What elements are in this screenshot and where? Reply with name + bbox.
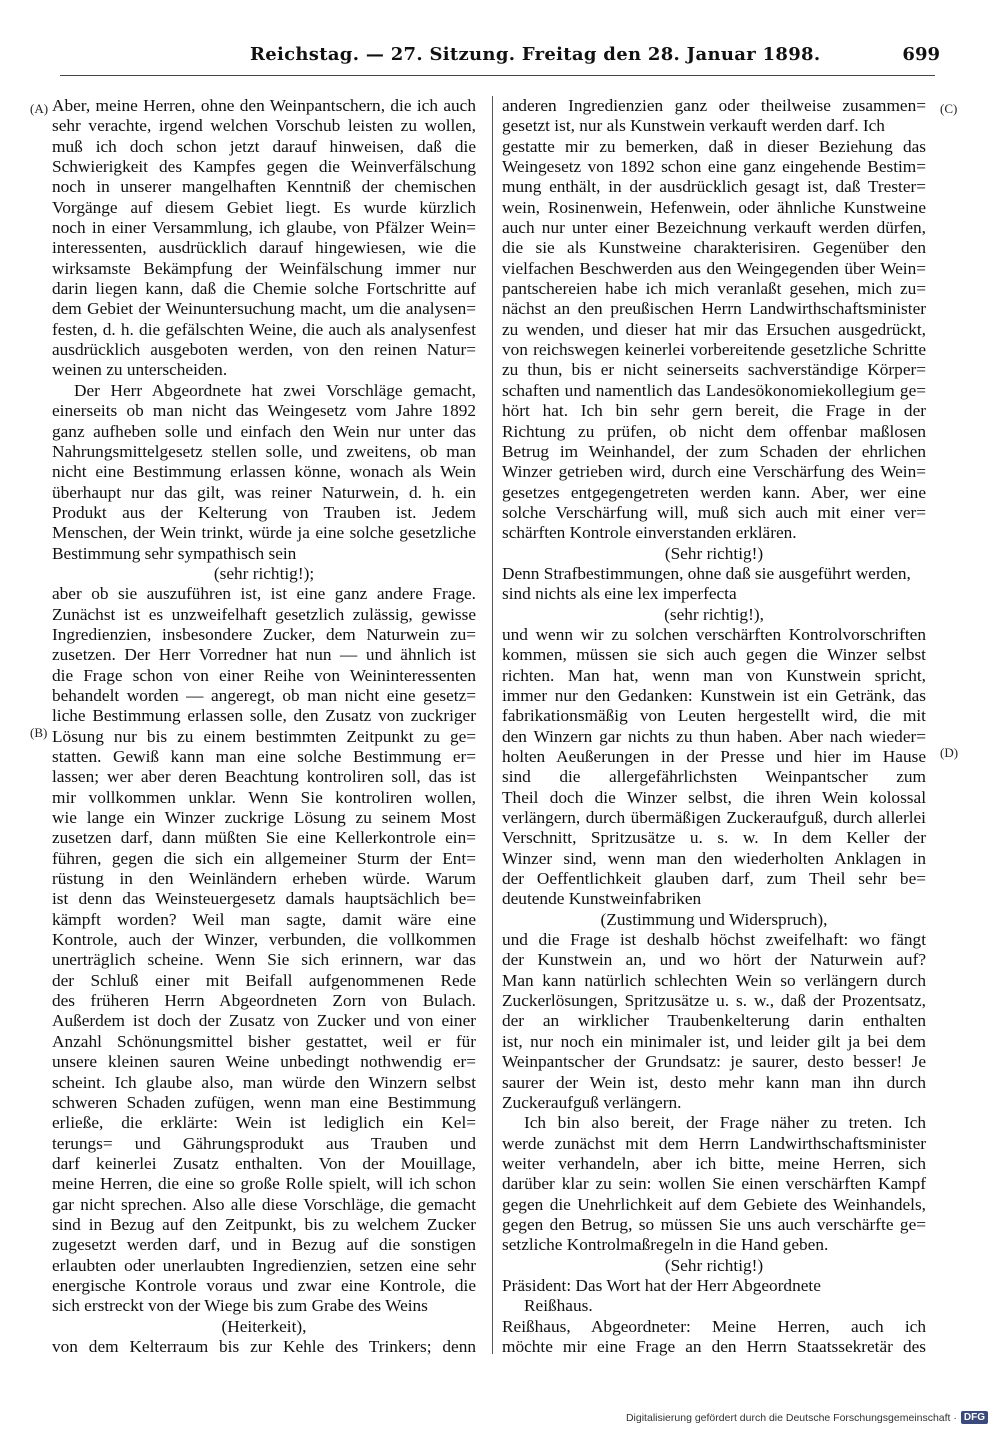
text-line: fabrikationsmäßig von Leuten hergestellt wird, die mit: [502, 706, 926, 726]
text-line: solche Verschärfung will, muß sich auch mit einer ver=: [502, 502, 926, 522]
text-line: schweren Schaden zufügen, wenn man eine Bestimmung: [52, 1092, 476, 1112]
text-line: erlaubten oder unerlaubten Ingredienzien, setzen eine sehr: [52, 1255, 476, 1275]
text-line: schärften Kontrole einverstanden erklären.: [502, 523, 797, 543]
text-line: scheint. Ich glaube also, man würde den Winzern selbst: [52, 1072, 476, 1092]
text-line: Man kann natürlich schlechten Wein so verlängern durch: [502, 970, 926, 990]
text-line: lassen; wer aber deren Beachtung kontroliren soll, das ist: [52, 767, 476, 787]
text-line: sind nichts als eine lex imperfecta: [502, 584, 737, 604]
text-line: saurer der Wein ist, desto mehr kann man ihn durch: [502, 1072, 926, 1092]
text-line: pantschereien habe ich mich veranlaßt gesehen, mich zu=: [502, 279, 926, 299]
right-column: [502, 96, 926, 1358]
text-line: wirksamste Bekämpfung der Weinfälschung immer nur: [52, 258, 476, 278]
text-line: Theil doch die Winzer selbst, die ihren Wein kolossal: [502, 787, 926, 807]
text-line: Nahrungsmittelgesetz stellen solle, und zweitens, ob man: [52, 441, 476, 461]
text-line: der Oeffentlichkeit glauben darf, zum Theil sehr be=: [502, 869, 926, 889]
text-line: Verschnitt, Spritzusätze u. s. w. In dem Keller der: [502, 828, 926, 848]
text-line: weiter verhandeln, aber ich bitte, meine Herren, sich: [502, 1153, 926, 1173]
text-line: unerträglich scheine. Wenn Sie sich erinnern, war das: [52, 950, 476, 970]
text-line: auch nur unter einer Bezeichnung verkauft werden dürfen,: [502, 218, 926, 238]
text-line: Ich bin also bereit, der Frage näher zu treten. Ich: [524, 1113, 926, 1133]
text-line: nächst an den preußischen Herrn Landwirthschaftsminister: [502, 299, 926, 319]
text-line: interessenten, ausdrücklich darauf hingewiesen, wie die: [52, 238, 476, 258]
text-line: (sehr richtig!);: [213, 563, 315, 583]
text-line: sind die allergefährlichsten Weinpantscher zum: [502, 767, 926, 787]
text-line: anderen Ingredienzien ganz oder theilweise zusammen=: [502, 96, 926, 115]
text-line: Zuckerlösungen, Spritzusätze u. s. w., daß der Prozentsatz,: [502, 991, 926, 1011]
text-line: meine Herren, die eine so große Rolle spielt, will ich schon: [52, 1174, 476, 1194]
text-line: holten Aeußerungen in der Presse und hier im Hause: [502, 747, 926, 766]
text-line: behandelt worden — angeregt, ob man nicht eine gesetz=: [52, 685, 476, 705]
text-line: kämpft worden? Weil man sagte, damit wäre eine: [52, 909, 476, 929]
text-line: vielfachen Beschwerden aus den Weingegenden über Wein=: [502, 258, 926, 278]
text-line: zusetzen darf, dann müßten Sie eine Kellerkontrole ein=: [52, 828, 476, 848]
text-line: einerseits ob man nicht das Weingesetz vom Jahre 1892: [52, 401, 476, 421]
text-line: sich erstreckt von der Wiege bis zum Grabe des Weins: [52, 1296, 428, 1316]
text-line: der an wirklicher Traubenkelterung darin enthalten: [502, 1011, 926, 1031]
text-line: aber ob sie auszuführen ist, ist eine ganz andere Frage.: [52, 584, 476, 604]
margin-marker-d: (D): [940, 745, 959, 760]
text-line: Produkt aus der Kelterung von Trauben ist. Jedem: [52, 502, 476, 522]
text-line: Lösung nur bis zu einem bestimmten Zeitpunkt zu ge=: [52, 726, 476, 746]
text-line: den Winzern gar nichts zu thun haben. Aber nach wieder=: [502, 726, 926, 746]
text-line: (Sehr richtig!): [664, 543, 764, 563]
text-line: (Heiterkeit),: [221, 1316, 307, 1336]
text-line: wie lange ein Winzer zuckrige Lösung zu seinem Most: [52, 808, 476, 828]
dfg-logo: DFG: [961, 1411, 988, 1424]
text-line: Präsident: Das Wort hat der Herr Abgeordnete: [502, 1275, 821, 1295]
text-line: dem Gebiet der Weinuntersuchung macht, um die analysen=: [52, 299, 476, 319]
text-line: gar nicht sprechen. Also alle diese Vorschläge, die gemacht: [52, 1194, 476, 1214]
text-line: gesetzes entgegengetreten werden kann. Aber, wer eine: [502, 482, 926, 502]
text-line: rüstung in den Weinländern erheben würde. Warum: [52, 869, 476, 889]
text-line: [502, 1357, 926, 1358]
text-line: weinen zu unterscheiden.: [52, 360, 228, 380]
text-line: (Zustimmung und Widerspruch),: [600, 909, 828, 929]
text-line: [52, 1357, 476, 1358]
text-line: hört hat. Ich bin sehr gern bereit, die Frage in der: [502, 401, 926, 421]
text-line: Richtung zu prüfen, ob nicht dem offenbar maßlosen: [502, 421, 926, 441]
page-header: [250, 44, 940, 72]
text-line: wein, Rosinenwein, Hefenwein, oder ähnliche Kunstweine: [502, 197, 926, 217]
text-line: Der Herr Abgeordnete hat zwei Vorschläge gemacht,: [74, 380, 476, 400]
text-line: des früheren Herrn Abgeordneten Zorn von Bulach.: [52, 991, 476, 1011]
page-number: 699: [902, 44, 940, 65]
text-line: ausdrücklich ausgeboten werden, von den reinen Natur=: [52, 340, 476, 360]
text-line: gegen den Betrug, so müssen Sie uns auch verschärfte ge=: [502, 1214, 926, 1234]
text-line: Winzer sind, wenn man den wiederholten Anklagen in: [502, 848, 926, 868]
footer-credit: Digitalisierung gefördert durch die Deutsche Forschungsgemeinschaft ·: [625, 1411, 957, 1424]
text-line: unsere kleinen sauren Weine unbedingt nothwendig er=: [52, 1052, 476, 1072]
text-line: darin liegen kann, daß die Chemie solche Fortschritte auf: [52, 279, 476, 299]
page-footer: [626, 1411, 988, 1424]
text-line: kommen, müssen sie sich auch gegen die Winzer selbst: [502, 645, 926, 665]
text-line: festen, d. h. die gefälschten Weine, die auch als analysenfest: [52, 319, 476, 339]
text-line: Weinpantscher der Grundsatz: je saurer, desto besser! Je: [502, 1052, 926, 1072]
text-line: gesetzt ist, nur als Kunstwein verkauft werden darf. Ich: [502, 116, 885, 136]
text-line: und die Frage ist deshalb höchst zweifelhaft: wo fängt: [502, 930, 926, 950]
text-line: Bestimmung sehr sympathisch sein: [52, 543, 297, 563]
text-line: von reichswegen keinerlei vorbereitende gesetzliche Schritte: [502, 340, 926, 360]
text-line: mir vollkommen unklar. Wenn Sie kontroliren wollen,: [52, 787, 476, 807]
text-line: setzliche Kontrolmaßregeln in die Hand geben.: [502, 1235, 829, 1255]
text-line: deutende Kunstweinfabriken: [502, 889, 702, 909]
text-line: (Sehr richtig!): [664, 1255, 764, 1275]
text-line: zugesetzt werden darf, und in Bezug auf die sonstigen: [52, 1235, 476, 1255]
margin-marker-a: (A): [30, 101, 49, 116]
text-line: Betrug im Weinhandel, der zum Schaden der ehrlichen: [502, 441, 926, 461]
text-line: Winzer getrieben wird, durch eine Verschärfung des Wein=: [502, 462, 926, 482]
text-line: führen, gegen die sich ein allgemeiner Sturm der Ent=: [52, 848, 476, 868]
text-line: möchte mir eine Frage an den Herrn Staatssekretär des: [502, 1336, 926, 1356]
margin-marker-b: (B): [30, 725, 48, 740]
text-line: statten. Gewiß kann man eine solche Bestimmung er=: [52, 747, 476, 766]
text-line: Reißhaus, Abgeordneter: Meine Herren, auch ich: [502, 1316, 926, 1336]
text-line: Kontrole, auch der Winzer, verbunden, die vollkommen: [52, 930, 476, 950]
text-line: Anzahl Schönungsmittel bisher gestattet, weil er für: [52, 1031, 476, 1051]
text-line: Außerdem ist doch der Zusatz von Zucker und von einer: [52, 1011, 476, 1031]
text-line: Menschen, der Wein trinkt, würde ja eine solche gesetzliche: [52, 523, 476, 543]
text-line: von dem Kelterraum bis zur Kehle des Trinkers; denn: [52, 1336, 476, 1356]
text-line: Weingesetz von 1892 schon eine ganz eingehende Bestim=: [502, 157, 926, 177]
text-line: ist denn das Weinsteuergesetz damals hauptsächlich be=: [52, 889, 476, 909]
text-line: nicht eine Bestimmung erlassen könne, wonach als Wein: [52, 462, 476, 482]
text-line: erließe, die erklärte: Wein ist lediglich ein Kel=: [52, 1113, 476, 1133]
text-line: zu wenden, und dieser hat mir das Ersuchen ausgedrückt,: [502, 319, 926, 339]
text-line: ist, nur noch ein minimaler ist, und leider gilt ja bei dem: [502, 1031, 926, 1051]
text-line: zu thun, bis er nicht seinerseits sachverständige Körper=: [502, 360, 926, 380]
header-rule: [60, 75, 935, 76]
text-line: (sehr richtig!),: [664, 604, 764, 624]
text-line: sehr verachte, irgend welchen Vorschub leisten zu wollen,: [52, 116, 476, 136]
text-line: gegen die Unehrlichkeit auf dem Gebiete des Weinhandels,: [502, 1194, 926, 1214]
text-line: gestatte mir zu bemerken, daß in dieser Beziehung das: [502, 136, 926, 156]
text-line: liche Bestimmung erlassen solle, den Zusatz von zuckriger: [52, 706, 476, 726]
text-line: Zuckeraufguß verlängern.: [502, 1092, 682, 1112]
text-line: Vorgänge auf diesem Gebiet liegt. Es wurde kürzlich: [52, 197, 476, 217]
text-line: immer nur den Gedanken: Kunstwein ist ein Getränk, das: [502, 685, 926, 705]
margin-marker-c: (C): [940, 101, 958, 116]
left-column: [52, 96, 476, 1358]
column-divider: [492, 96, 493, 1354]
text-line: Zunächst ist es unzweifelhaft gesetzlich zulässig, gewisse: [52, 604, 476, 624]
text-line: der Kunstwein an, und wo hört der Naturwein auf?: [502, 950, 926, 970]
text-line: überhaupt nur das gilt, was reiner Naturwein, d. h. ein: [52, 482, 476, 502]
text-line: Schwierigkeit des Kampfes gegen die Weinverfälschung: [52, 157, 476, 177]
text-line: die sie als Kunstweine charakterisiren. Gegenüber den: [502, 238, 926, 258]
text-line: darüber klar zu sein: wollen Sie einen verschärften Kampf: [502, 1174, 926, 1194]
text-line: verlängern, durch übermäßigen Zuckeraufguß, durch allerlei: [502, 808, 926, 828]
text-line: Reißhaus.: [524, 1296, 593, 1316]
text-line: ganz aufheben solle und einfach den Wein nur unter das: [52, 421, 476, 441]
text-line: energische Kontrole voraus und zwar eine Kontrole, die: [52, 1275, 476, 1295]
text-line: die Frage schon von einer Reihe von Weininteressenten: [52, 665, 476, 685]
text-line: Aber, meine Herren, ohne den Weinpantschern, die ich auch: [52, 96, 476, 115]
text-line: Denn Strafbestimmungen, ohne daß sie ausgeführt werden,: [502, 563, 911, 583]
text-line: der Schluß einer mit Beifall aufgenommenen Rede: [52, 970, 476, 990]
text-line: sind in Bezug auf den Zeitpunkt, bis zu welchem Zucker: [52, 1214, 476, 1234]
text-line: noch in einer Versammlung, ich glaube, von Pfälzer Wein=: [52, 218, 476, 238]
text-line: terungs= und Gährungsprodukt aus Trauben und: [52, 1133, 476, 1153]
text-line: noch in unserer mangelhaften Kenntniß der chemischen: [52, 177, 476, 197]
text-line: muß ich doch schon jetzt darauf hinweisen, daß die: [52, 136, 476, 156]
text-line: mung enthält, in der ausdrücklich gesagt ist, daß Trester=: [502, 177, 926, 197]
text-line: werde zunächst mit dem Herrn Landwirthschaftsminister: [502, 1133, 926, 1153]
text-line: richten. Man hat, wenn man von Kunstwein spricht,: [502, 665, 926, 685]
text-line: darf keinerlei Zusatz enthalten. Von der Mouillage,: [52, 1153, 476, 1173]
text-line: zusetzen. Der Herr Vorredner hat nun — und ähnlich ist: [52, 645, 476, 665]
text-line: Ingredienzien, insbesondere Zucker, dem Naturwein zu=: [52, 624, 476, 644]
running-title: Reichstag. — 27. Sitzung. Freitag den 28. Januar 1898.: [250, 44, 821, 65]
text-line: schaften und namentlich das Landesökonomiekollegium ge=: [502, 380, 926, 400]
text-line: und wenn wir zu solchen verschärften Kontrolvorschriften: [502, 624, 926, 644]
